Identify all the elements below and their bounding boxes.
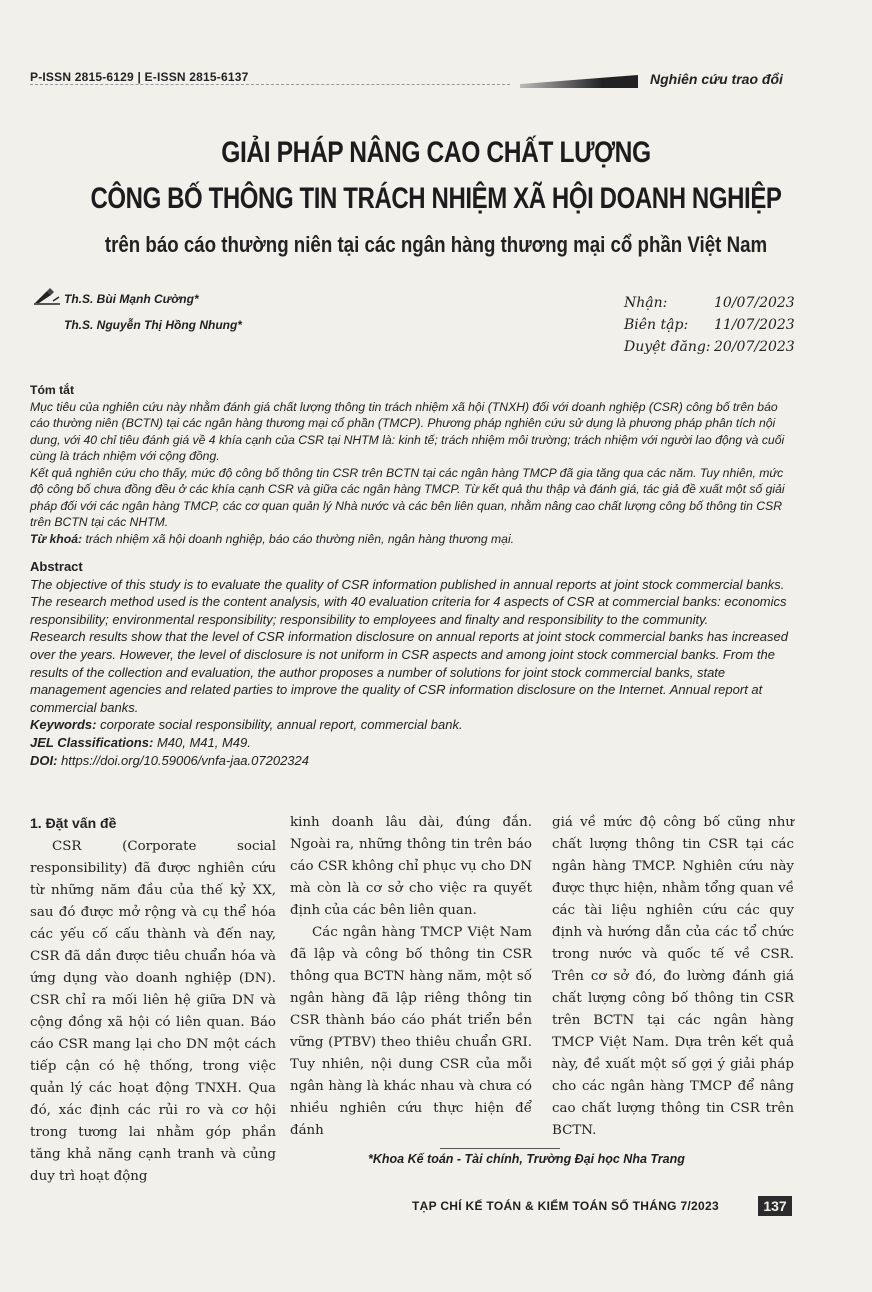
- abstract-vn-paragraph-2: Kết quả nghiên cứu cho thấy, mức độ công bố thông tin CSR trên BCTN tại các ngân hàng TMCP đã gia tăng qua các năm. Tuy nhiên, mức độ công bố chưa đồng đều ở các khía cạnh CSR và giữa các ngân hàng TMCP. Từ kết quả thu thập và đánh giá, tác giả đề xuất một số giải pháp đối với các ngân hàng TMCP, các cơ quan quản lý Nhà nước và các bên liên quan, nhằm nâng cao chất lượng công bố thông tin CSR trên BCTN tại các NHTM.: [30, 465, 785, 529]
- doi-link[interactable]: https://doi.org/10.59006/vnfa-jaa.07202324: [61, 752, 309, 768]
- body-paragraph: giá về mức độ công bố cũng như chất lượng thông tin CSR tại các ngân hàng TMCP. Nghiên cứu này được thực hiện, nhằm tổng quan về các tài liệu nghiên cứu các quy định và hướng dẫn của các tổ chức trong nước và quốc tế về CSR. Trên cơ sở đó, đo lường đánh giá chất lượng công bố thông tin CSR trên BCTN tại các ngân hàng TMCP Việt Nam. Dựa trên kết quả này, đề xuất một số gợi ý giải pháp cho các ngân hàng TMCP để nâng cao chất lượng thông tin CSR trên BCTN.: [552, 815, 794, 1138]
- header-divider: [30, 84, 510, 85]
- title-line-3: trên báo cáo thường niên tại các ngân hàng thương mại cổ phần Việt Nam: [104, 232, 768, 257]
- jel-text: M40, M41, M49.: [156, 734, 251, 750]
- received-label: Nhận:: [624, 295, 668, 311]
- body-paragraph: CSR (Corporate social responsibility) đã được nghiên cứu từ những năm đầu của thế kỷ XX, sau đó được mở rộng và cụ thể hóa các yếu cố cấu thành và đến nay, CSR đã dần được tiêu chuẩn hóa và ứng dụng vào doanh nghiệp (DN). CSR chỉ ra mối liên hệ giữa DN và cộng đồng xã hội có liên quan. Báo cáo CSR mang lại cho DN một cách tiếp cận có hệ thống, trong việc quản lý các hoạt động TNXH. Qua đó, xác định các rủi ro và cơ hội trong tương lai nhằm góp phần tăng khả năng cạnh tranh và củng duy trì hoạt động: [30, 839, 276, 1184]
- keywords-vn-label: Từ khoá:: [30, 531, 83, 546]
- footnote-divider: [440, 1148, 560, 1149]
- keywords-vn-text: trách nhiệm xã hội doanh nghiệp, báo cáo thường niên, ngân hàng thương mại.: [85, 531, 515, 546]
- author-1: Th.S. Bùi Mạnh Cường*: [64, 292, 199, 306]
- abstract-en-paragraph-2: Research results show that the level of CSR information disclosure on annual reports at joint stock commercial banks has increased over the years. However, the level of disclosure is not uniform in CSR aspects and among joint stock commercial banks. From the results of the collection and evaluation, the author proposes a number of solutions for joint stock commercial banks, state management agencies and related parties to improve the quality of CSR information disclosure on the Internet. Annual report at commercial banks.: [30, 629, 788, 715]
- abstract-vn-paragraph-1: Mục tiêu của nghiên cứu này nhằm đánh giá chất lượng thông tin trách nhiệm xã hội (TNXH) đối với doanh nghiệp (CSR) công bố trên báo cáo thường niên (BCTN) tại các ngân hàng thương mại cổ phần (TMCP). Phương pháp nghiên cứu sử dụng là phương pháp phân tích nội dung, với 40 chỉ tiêu đánh giá về 4 khía cạnh của CSR tại NHTM là: kinh tế; trách nhiệm môi trường; trách nhiệm với người lao động và cuối cùng là trách nhiệm với cộng đồng.: [30, 399, 785, 463]
- approved-date: 20/07/2023: [714, 339, 795, 355]
- body-column-2: [290, 812, 532, 1142]
- jel-classifications: [30, 734, 790, 752]
- abstract-vn-keywords: [30, 531, 790, 548]
- body-column-3: [552, 812, 794, 1142]
- abstract-en-paragraph-1: The objective of this study is to evaluate the quality of CSR information published in annual reports at joint stock commercial banks. The research method used is the content analysis, with 40 evaluation criteria for 4 aspects of CSR at commercial banks: economics responsibility; environmental responsibility; responsibility to employees and finalty and responsibility to the community.: [30, 576, 787, 627]
- jel-label: JEL Classifications:: [30, 734, 154, 750]
- keywords-en-label: Keywords:: [30, 717, 97, 733]
- abstract-vn-heading: Tóm tắt: [30, 383, 75, 397]
- title-line-1: GIẢI PHÁP NÂNG CAO CHẤT LƯỢNG: [221, 136, 651, 169]
- section-label: Nghiên cứu trao đổi: [650, 71, 783, 87]
- issn-header: P-ISSN 2815-6129 | E-ISSN 2815-6137: [30, 70, 249, 84]
- abstract-english: [30, 558, 790, 769]
- pen-writing-icon: [33, 287, 61, 305]
- abstract-en-keywords: [30, 716, 790, 734]
- abstract-vietnamese: [30, 382, 790, 547]
- received-date: 10/07/2023: [714, 295, 795, 311]
- doi: [30, 752, 790, 770]
- approved-label: Duyệt đăng:: [624, 339, 711, 355]
- edited-label: Biên tập:: [624, 317, 689, 333]
- header-decor-bar: [520, 75, 638, 88]
- edited-date: 11/07/2023: [714, 317, 795, 333]
- doi-label: DOI:: [30, 752, 58, 768]
- section-heading: 1. Đặt vấn đề: [30, 815, 117, 831]
- title-line-2: CÔNG BỐ THÔNG TIN TRÁCH NHIỆM XÃ HỘI DOANH NGHIỆP: [90, 182, 782, 215]
- body-column-1: [30, 812, 276, 1188]
- page-number: 137: [758, 1196, 792, 1216]
- body-paragraph: kinh doanh lâu dài, đúng đắn. Ngoài ra, những thông tin trên báo cáo CSR không chỉ phục vụ cho DN mà còn là cơ sở cho việc ra quyết định của các bên liên quan.: [290, 815, 532, 918]
- author-affiliation: *Khoa Kế toán - Tài chính, Trường Đại học Nha Trang: [368, 1152, 685, 1166]
- keywords-en-text: corporate social responsibility, annual report, commercial bank.: [100, 717, 463, 733]
- body-paragraph: Các ngân hàng TMCP Việt Nam đã lập và công bố thông tin CSR thông qua BCTN hàng năm, một số ngân hàng đã lập riêng thông tin CSR thành báo cáo phát triển bền vững (PTBV) theo thiêu chuẩn GRI. Tuy nhiên, nội dung CSR của mỗi ngân hàng là khác nhau và chưa có nhiều nghiên cứu thực hiện để đánh: [290, 925, 532, 1138]
- publication-dates: [624, 292, 795, 358]
- author-2: Th.S. Nguyễn Thị Hồng Nhung*: [64, 318, 242, 332]
- abstract-en-heading: Abstract: [30, 559, 83, 574]
- journal-footer: TẠP CHÍ KẾ TOÁN & KIỂM TOÁN SỐ THÁNG 7/2023: [412, 1199, 719, 1213]
